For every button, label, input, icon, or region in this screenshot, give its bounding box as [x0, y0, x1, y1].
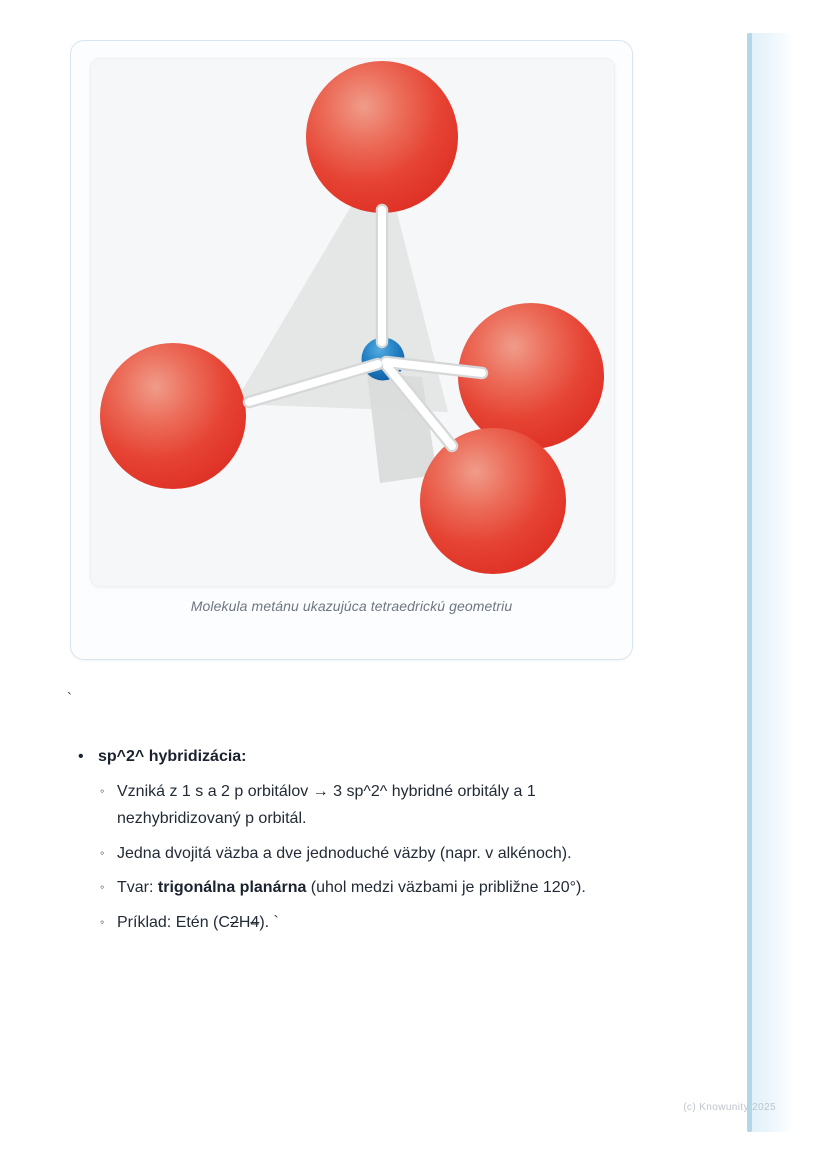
text-segment: Príklad: Etén (C: [117, 913, 230, 931]
scrollbar-thumb[interactable]: [747, 33, 752, 1132]
bullet-circle-marker: ◦: [100, 845, 105, 860]
list-item: [100, 840, 594, 868]
list-item: [100, 874, 594, 902]
molecule-image: [90, 58, 615, 587]
text-segment: H: [238, 913, 251, 931]
list-item-text: [117, 909, 279, 937]
molecule-svg: [91, 59, 614, 586]
text-segment: Vzniká z 1 s a 2 p orbitálov → 3 sp^2^ hybridné orbitály a 1 nezhybridizovaný p orbitál.: [117, 782, 536, 827]
footer-copyright: (c) Knowunity 2025: [683, 1102, 776, 1113]
list-item: [100, 909, 594, 937]
figure-caption: Molekula metánu ukazujúca tetraedrickú geometriu: [190, 598, 513, 614]
bullet-circle-marker: ◦: [100, 880, 105, 894]
list-item: [100, 778, 594, 833]
bullet-circle-marker: ◦: [100, 914, 105, 929]
text-segment: (uhol medzi väzbami je približne 120°).: [306, 879, 586, 896]
text-segment: Jedna dvojitá väzba a dve jednoduché väzby (napr. v alkénoch).: [117, 844, 572, 862]
stray-backtick: `: [67, 690, 72, 707]
list-item-heading-row: [78, 743, 594, 771]
hydrogen-atom: [420, 428, 566, 574]
bullet-circle-marker: ◦: [100, 783, 105, 798]
list-item-text: [117, 874, 586, 902]
text-segment-bold: trigonálna planárna: [157, 879, 307, 896]
hydrogen-atom: [306, 61, 458, 213]
text-segment: Tvar:: [117, 879, 158, 896]
text-segment: ). `: [259, 913, 279, 931]
figure-card: [70, 40, 633, 660]
text-segment-strikethrough: 4: [250, 913, 260, 931]
bullet-list: [78, 743, 594, 936]
list-heading: sp^2^ hybridizácia:: [98, 748, 247, 765]
list-item-text: [117, 778, 594, 833]
list-item-text: [117, 840, 572, 868]
bullet-disc-marker: •: [78, 748, 84, 765]
hydrogen-atom: [100, 343, 246, 489]
scrollbar-track[interactable]: [747, 33, 793, 1132]
text-segment-strikethrough: 2: [229, 913, 239, 931]
